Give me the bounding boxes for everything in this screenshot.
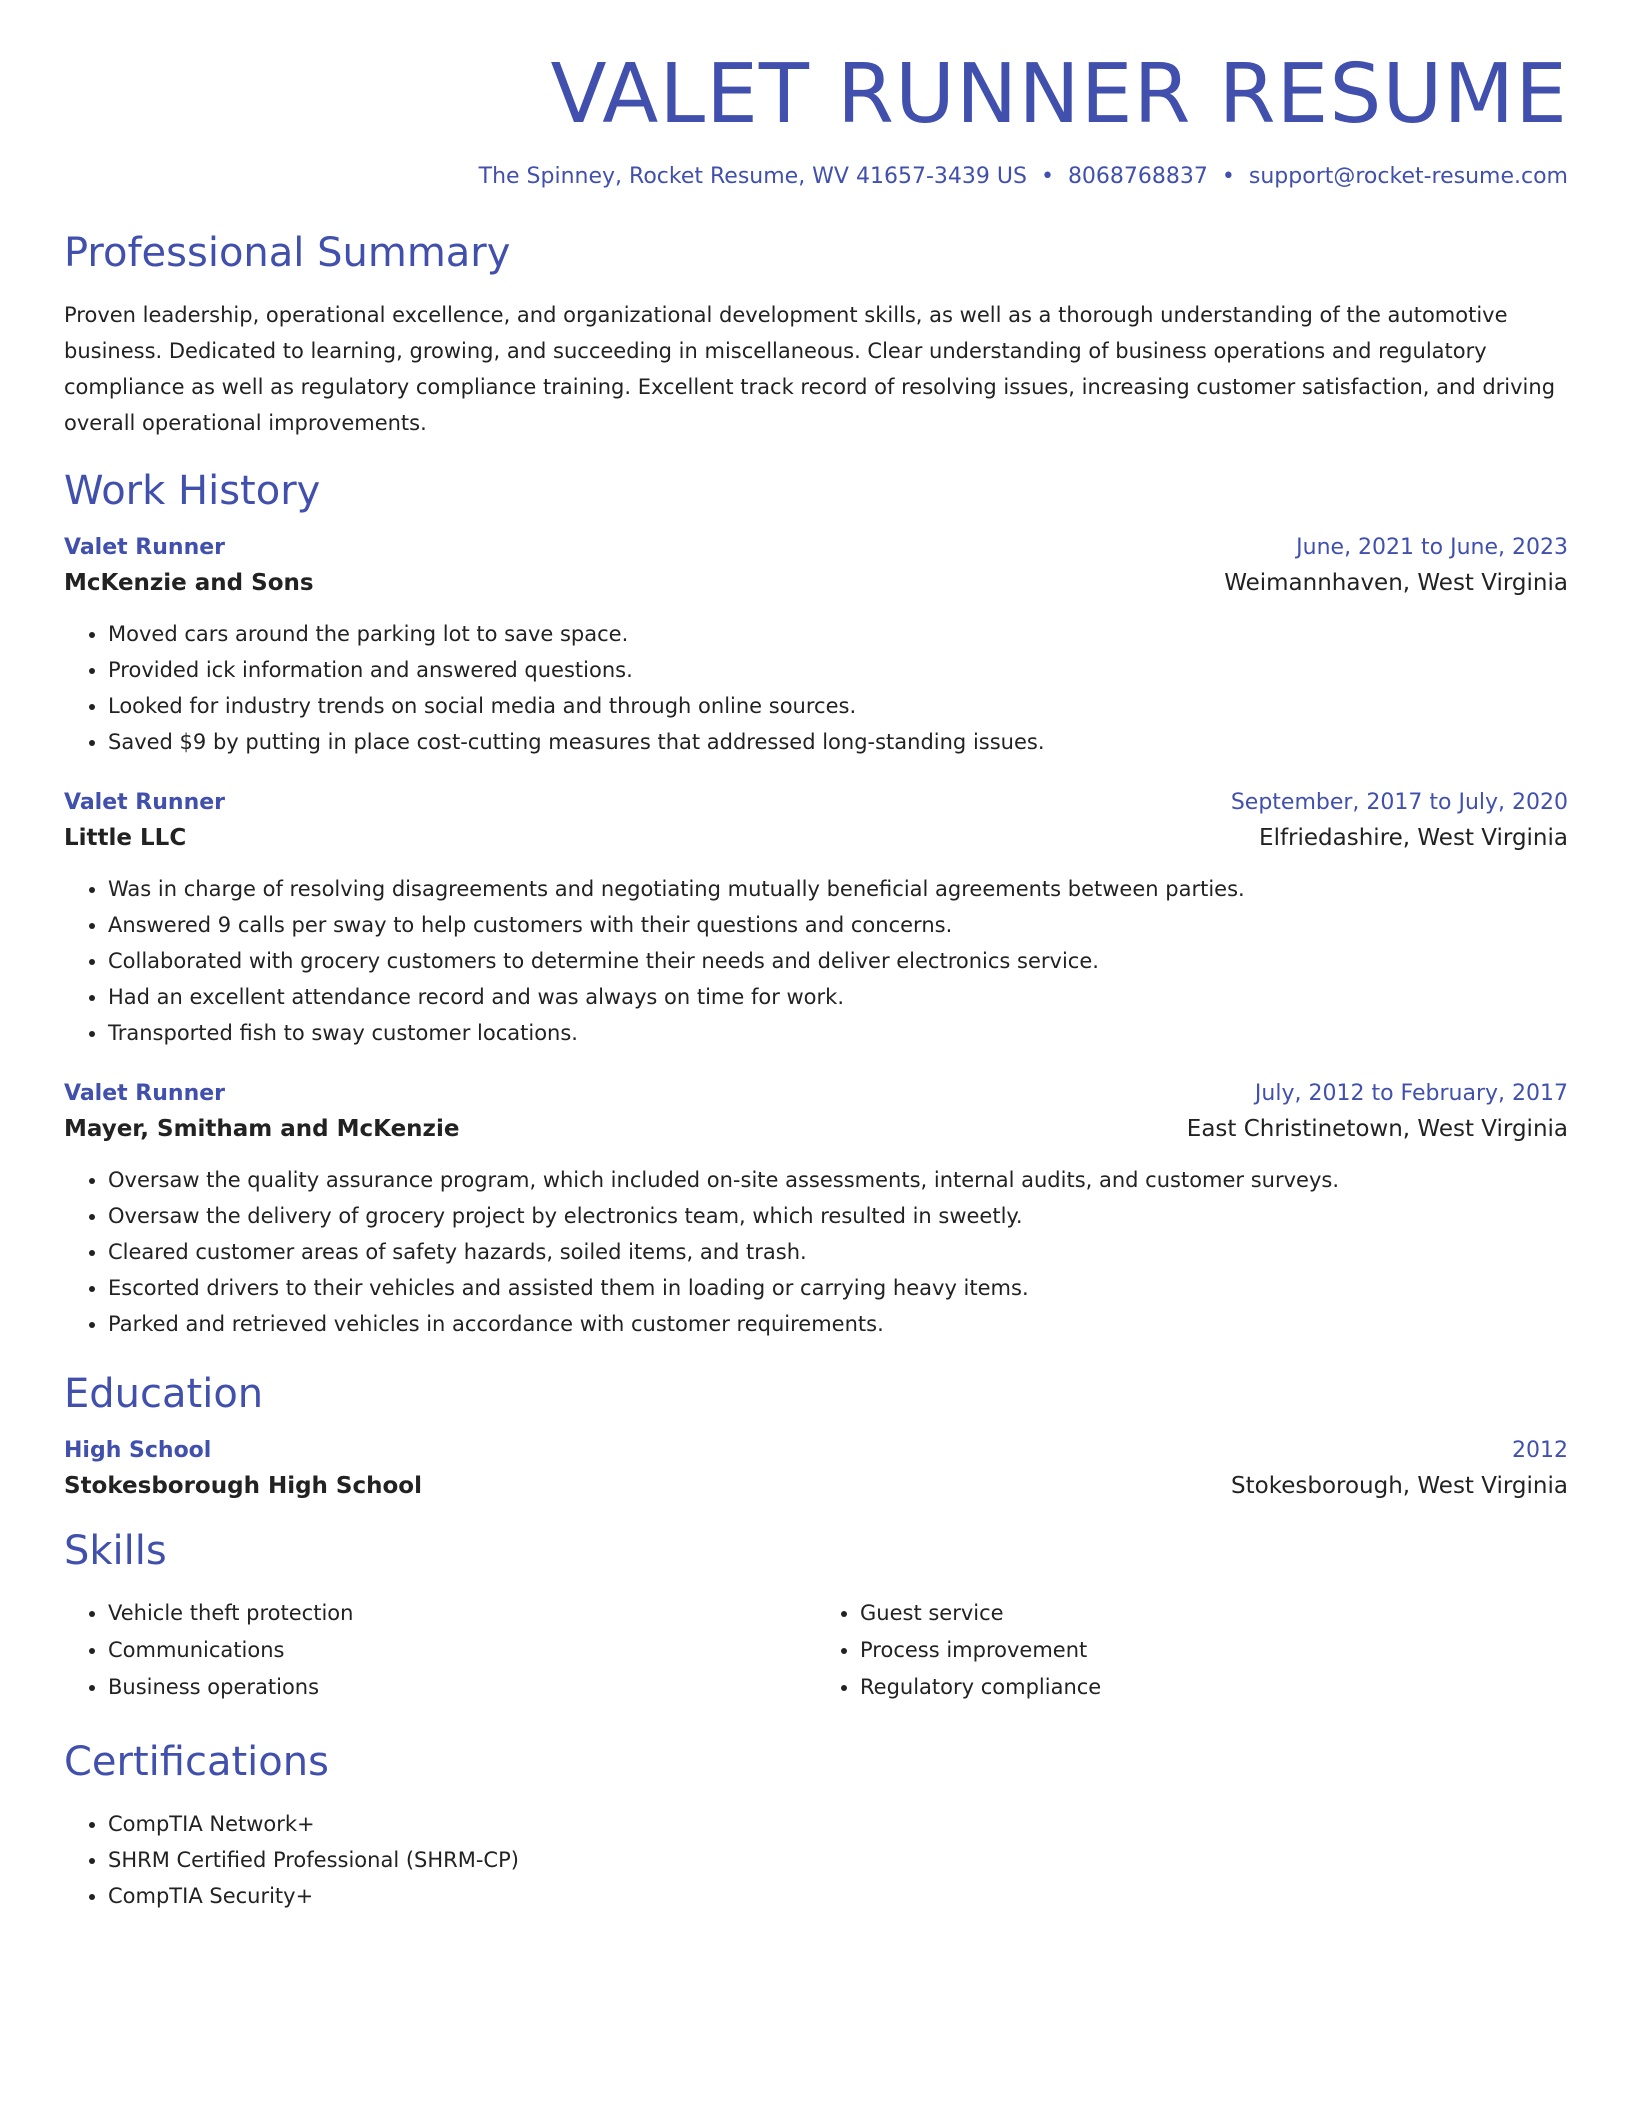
contact-line (64, 164, 1568, 189)
list-item: • Moved cars around the parking lot to save space. (108, 616, 1568, 652)
job-entry (64, 1081, 1568, 1342)
job-company: Mayer, Smitham and McKenzie (64, 1116, 460, 1143)
list-item: • Answered 9 calls per sway to help customers with their questions and concerns. (108, 907, 1568, 943)
summary-text: Proven leadership, operational excellence, and organizational development skills, as well as a thorough understanding of the automotive business. Dedicated to learning, growing, and succeeding in miscellaneous. Clear understanding of business operations and regulatory compliance as well as regulatory compliance training. Excellent track record of resolving issues, increasing customer satisfaction, and driving overall operational improvements. (64, 303, 1556, 436)
list-item: • Was in charge of resolving disagreements and negotiating mutually beneficial agreements between parties. (108, 871, 1568, 907)
resume-name: VALET RUNNER RESUME (550, 47, 1568, 142)
job-title: Valet Runner (64, 1081, 226, 1107)
job-company: McKenzie and Sons (64, 570, 314, 597)
contact-phone: 8068768837 (1067, 164, 1208, 190)
list-item: • Provided ick information and answered questions. (108, 652, 1568, 688)
job-company: Little LLC (64, 825, 187, 852)
list-item: • Parked and retrieved vehicles in accordance with customer requirements. (108, 1306, 1568, 1342)
list-item: • CompTIA Security+ (108, 1878, 1568, 1914)
list-item: • Escorted drivers to their vehicles and assisted them in loading or carrying heavy items. (108, 1270, 1568, 1306)
list-item: • Oversaw the quality assurance program, which included on-site assessments, internal audits, and customer surveys. (108, 1162, 1568, 1198)
job-entry (64, 535, 1568, 760)
job-title: Valet Runner (64, 790, 226, 816)
contact-address: The Spinney, Rocket Resume, WV 41657-3439 US (478, 164, 1027, 190)
education-school: Stokesborough High School (64, 1473, 422, 1500)
contact-separator: • (1040, 164, 1054, 190)
skills-heading: Skills (64, 1528, 167, 1575)
job-bullets (64, 871, 1568, 1051)
list-item: • Transported fish to sway customer locations. (108, 1015, 1568, 1051)
job-location: East Christinetown, West Virginia (1186, 1116, 1568, 1143)
job-location: Weimannhaven, West Virginia (1224, 570, 1568, 597)
education-heading: Education (64, 1371, 264, 1418)
list-item: • CompTIA Network+ (108, 1806, 1568, 1842)
contact-email: support@rocket-resume.com (1248, 164, 1568, 190)
job-bullets (64, 1162, 1568, 1342)
list-item: • Collaborated with grocery customers to determine their needs and deliver electronics service. (108, 943, 1568, 979)
education-degree: High School (64, 1438, 212, 1464)
job-dates: June, 2021 to June, 2023 (1296, 535, 1568, 561)
job-location: Elfriedashire, West Virginia (1259, 825, 1568, 852)
job-dates: July, 2012 to February, 2017 (1254, 1081, 1568, 1107)
list-item: • SHRM Certified Professional (SHRM-CP) (108, 1842, 1568, 1878)
list-item: • Business operations (108, 1669, 816, 1706)
certifications-heading: Certifications (64, 1739, 329, 1786)
work-history-heading: Work History (64, 468, 321, 515)
education-entry (64, 1438, 1568, 1499)
skills-list (64, 1595, 1568, 1706)
skills-column-right (816, 1595, 1568, 1706)
certifications-list (64, 1806, 1568, 1914)
contact-separator: • (1221, 164, 1235, 190)
list-item: • Oversaw the delivery of grocery project by electronics team, which resulted in sweetly. (108, 1198, 1568, 1234)
job-entry (64, 790, 1568, 1051)
list-item: • Cleared customer areas of safety hazards, soiled items, and trash. (108, 1234, 1568, 1270)
list-item: • Looked for industry trends on social media and through online sources. (108, 688, 1568, 724)
list-item: • Regulatory compliance (860, 1669, 1568, 1706)
list-item: • Had an excellent attendance record and was always on time for work. (108, 979, 1568, 1015)
list-item: • Process improvement (860, 1632, 1568, 1669)
skills-column-left (64, 1595, 816, 1706)
list-item: • Saved $9 by putting in place cost-cutting measures that addressed long-standing issues. (108, 724, 1568, 760)
list-item: • Communications (108, 1632, 816, 1669)
summary-heading: Professional Summary (64, 230, 511, 277)
job-bullets (64, 616, 1568, 760)
education-location: Stokesborough, West Virginia (1231, 1473, 1568, 1500)
job-title: Valet Runner (64, 535, 226, 561)
list-item: • Guest service (860, 1595, 1568, 1632)
education-year: 2012 (1512, 1438, 1568, 1464)
job-dates: September, 2017 to July, 2020 (1230, 790, 1568, 816)
list-item: • Vehicle theft protection (108, 1595, 816, 1632)
